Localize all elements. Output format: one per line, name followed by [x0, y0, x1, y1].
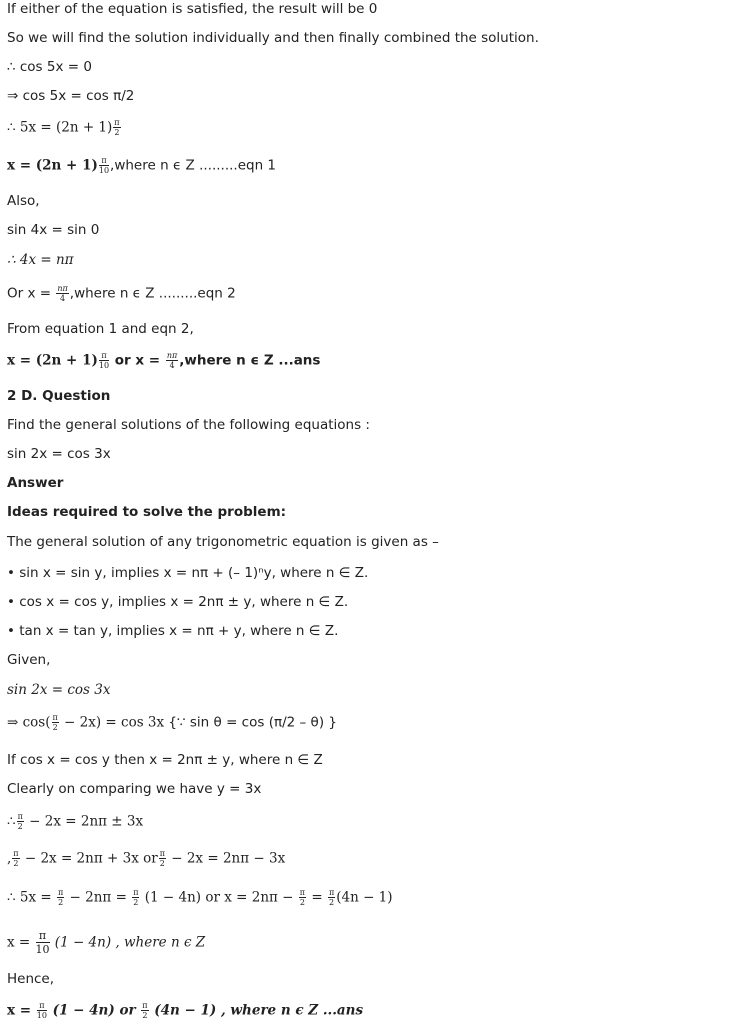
text-line: If either of the equation is satisfied, the result will be 0 [7, 1, 378, 17]
equation-line: ⇒ cos 5x = cos π/2 [7, 88, 135, 104]
equation-line: ∴ 5x = (2n + 1) $\frac{\pi}{2}$ [7, 118, 120, 137]
fraction: $\frac{n\pi}{4}$ [57, 284, 68, 303]
equation-line: ⇒ cos( $\frac{\pi}{2}$ − 2x) = cos 3x {∵ sin θ = cos (π/2 – θ) } [7, 713, 337, 732]
bullet-item: • sin x = sin y, implies x = nπ + (– 1)ⁿy, where n ∈ Z. [7, 565, 369, 581]
fraction: $\frac{\pi}{2}$ [17, 812, 23, 831]
equation-line: sin 2x = cos 3x [7, 682, 111, 698]
equation-line: Or x = $\frac{n\pi}{4}$ ,where n ϵ Z .........eqn 2 [7, 284, 236, 303]
final-answer-line: x = $\frac{\pi}{10}$ (1 − 4n) or $\frac{\pi}{2}$ (4n − 1) , where n ϵ Z ...ans [7, 1001, 364, 1020]
answer-line: x = (2n + 1) $\frac{\pi}{10}$ or x = $\frac{n\pi}{4}$ ,where n ϵ Z ...ans [7, 351, 321, 370]
text-line: Hence, [7, 971, 55, 987]
question-text: Find the general solutions of the following equations : [7, 417, 370, 433]
fraction: $\frac{\pi}{2}$ [13, 849, 19, 868]
answer-heading: Answer [7, 475, 64, 491]
equation-line: sin 4x = sin 0 [7, 222, 100, 238]
text-line: From equation 1 and eqn 2, [7, 321, 194, 337]
bullet-item: • tan x = tan y, implies x = nπ + y, where n ∈ Z. [7, 623, 339, 639]
fraction: $\frac{n\pi}{4}$ [166, 351, 178, 370]
fraction: $\frac{\pi}{2}$ [328, 888, 335, 907]
text-line: So we will find the solution individually and then finally combined the solution. [7, 30, 539, 46]
equation-line: ∴ 5x = $\frac{\pi}{2}$ − 2nπ = $\frac{\pi}{2}$ (1 − 4n) or x = 2nπ − $\frac{\pi}{2}$ = $\frac{\pi}{2}$ (4n − 1) [7, 888, 393, 907]
text-line: The general solution of any trigonometric equation is given as – [7, 534, 439, 550]
fraction: $\frac{\pi}{10}$ [35, 929, 50, 956]
fraction: $\frac{\pi}{10}$ [98, 351, 110, 370]
fraction: $\frac{\pi}{2}$ [142, 1001, 148, 1020]
equation-line: x = (2n + 1) $\frac{\pi}{10}$ ,where n ϵ Z .........eqn 1 [7, 156, 277, 175]
equation-line: ∴ cos 5x = 0 [7, 59, 92, 75]
fraction: $\frac{\pi}{2}$ [299, 888, 306, 907]
question-heading: 2 D. Question [7, 388, 111, 404]
ideas-heading: Ideas required to solve the problem: [7, 504, 287, 520]
text-line: Clearly on comparing we have y = 3x [7, 781, 262, 797]
text-line: If cos x = cos y then x = 2nπ ± y, where n ∈ Z [7, 752, 323, 768]
fraction: $\frac{\pi}{2}$ [114, 118, 120, 137]
text-line: Also, [7, 193, 40, 209]
question-equation: sin 2x = cos 3x [7, 446, 111, 462]
equation-line: x = $\frac{\pi}{10}$ (1 − 4n) , where n ϵ Z [7, 929, 206, 956]
equation-line: ∴ 4x = nπ [7, 252, 74, 268]
equation-line: ∴ $\frac{\pi}{2}$ − 2x = 2nπ ± 3x [7, 812, 144, 831]
fraction: $\frac{\pi}{2}$ [57, 888, 64, 907]
bullet-item: • cos x = cos y, implies x = 2nπ ± y, where n ∈ Z. [7, 594, 349, 610]
fraction: $\frac{\pi}{2}$ [133, 888, 139, 907]
equation-line: , $\frac{\pi}{2}$ − 2x = 2nπ + 3x or $\frac{\pi}{2}$ − 2x = 2nπ − 3x [7, 849, 286, 868]
fraction: $\frac{\pi}{10}$ [36, 1001, 47, 1020]
fraction: $\frac{\pi}{10}$ [98, 156, 110, 175]
fraction: $\frac{\pi}{2}$ [52, 713, 58, 732]
text-line: Given, [7, 652, 51, 668]
fraction: $\frac{\pi}{2}$ [159, 849, 165, 868]
